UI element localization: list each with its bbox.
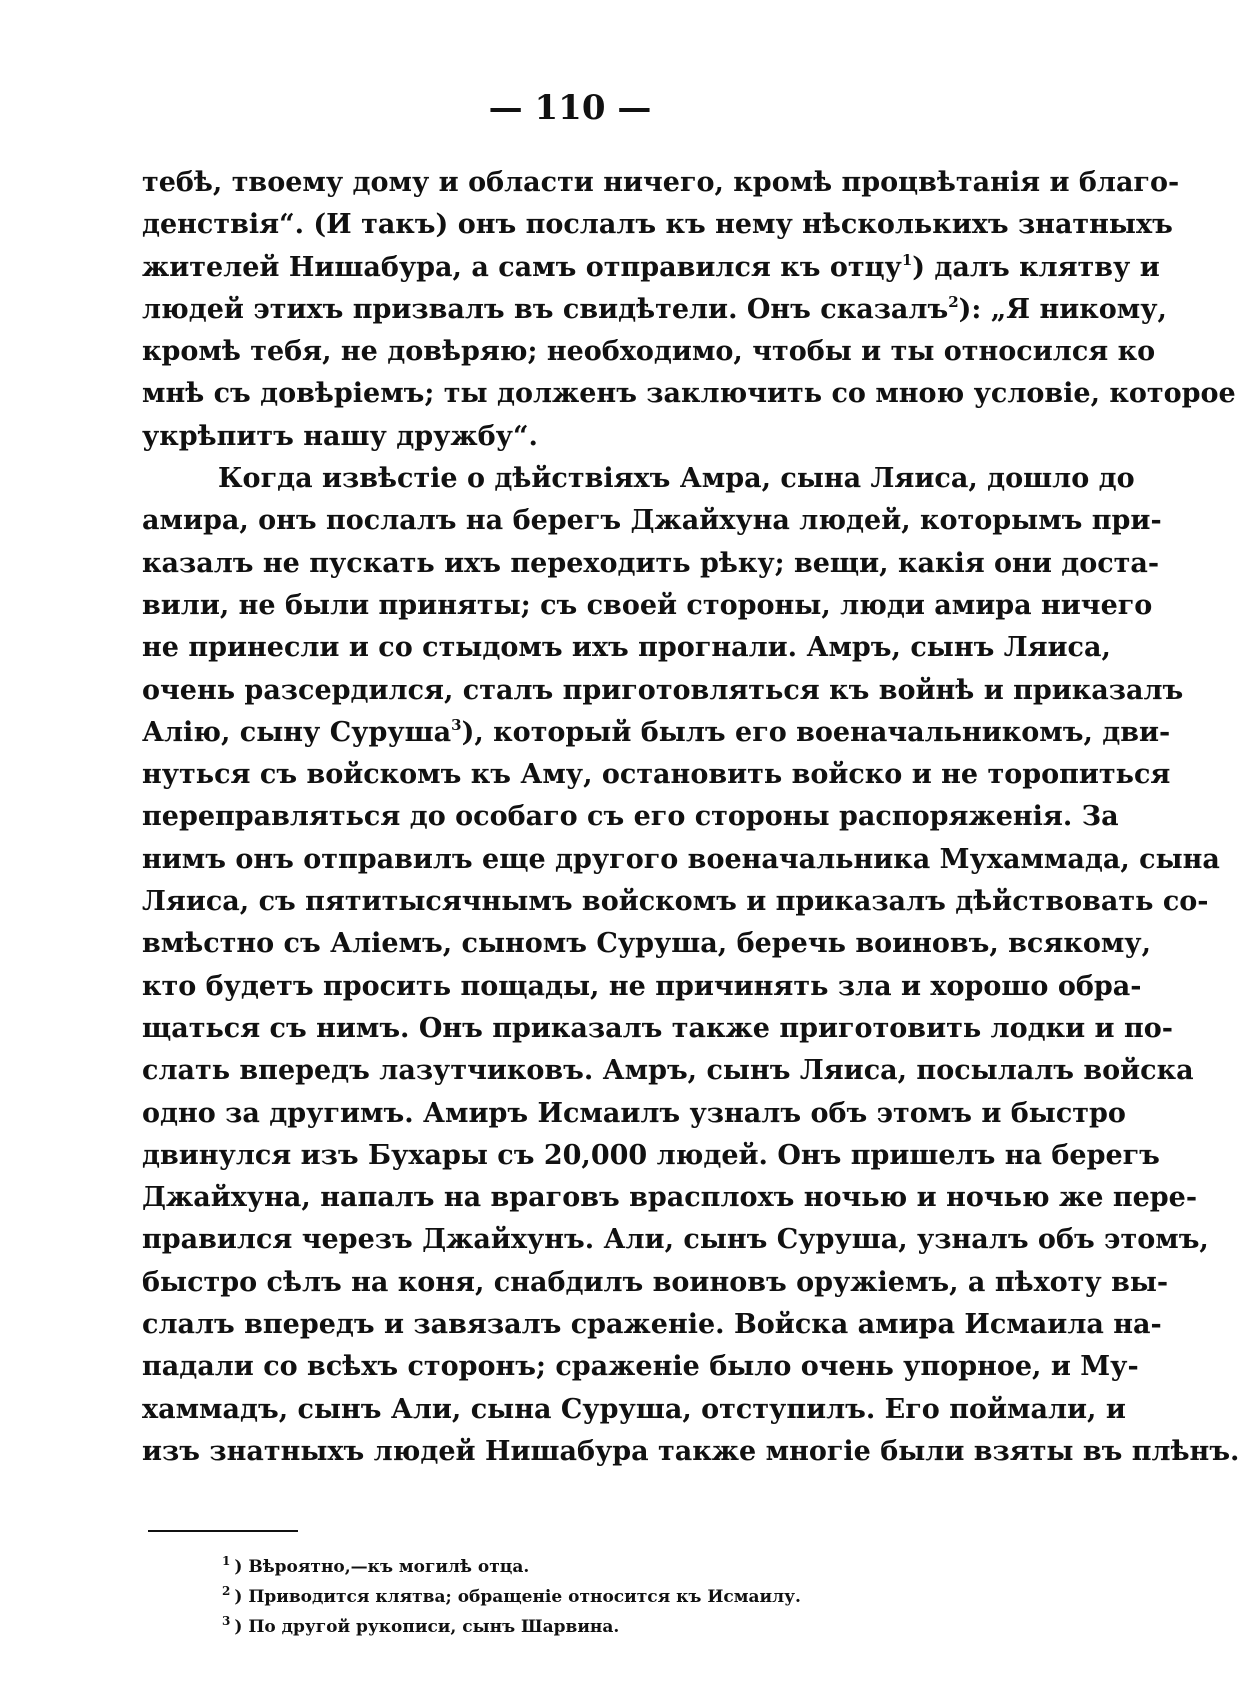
text-line: амира, онъ послалъ на берегъ Джайхуна людей, которымъ при- <box>142 505 1162 537</box>
text-line: переправляться до особаго съ его стороны распоряженія. За <box>142 801 1119 833</box>
text-line: быстро сѣлъ на коня, снабдилъ воиновъ оружіемъ, а пѣхоту вы- <box>142 1266 1169 1298</box>
footnote-divider <box>148 1530 298 1532</box>
footnote-text: ) Приводится клятва; обращеніе относится къ Исмаилу. <box>234 1587 801 1607</box>
text-fragment: Алію, сыну Суруша <box>142 716 452 748</box>
footnote-ref: 2 <box>948 292 959 311</box>
footnote-2 <box>222 1582 982 1612</box>
footnote-mark: 2 <box>222 1584 231 1598</box>
text-line: денствія“. (И такъ) онъ послалъ къ нему нѣсколькихъ знатныхъ <box>142 209 1173 241</box>
text-line <box>142 289 1167 331</box>
text-line: хаммадъ, сынъ Али, сына Суруша, отступилъ. Его поймали, и <box>142 1393 1126 1425</box>
text-fragment: ) далъ клятву и <box>912 251 1160 283</box>
footnote-text: ) Вѣроятно,—къ могилѣ отца. <box>234 1557 530 1577</box>
text-fragment: ): „Я никому, <box>958 293 1167 325</box>
text-line: укрѣпитъ нашу дружбу“. <box>142 420 538 452</box>
text-line: Джайхуна, напалъ на враговъ врасплохъ ночью и ночью же пере- <box>142 1182 1198 1214</box>
footnote-3 <box>222 1612 982 1642</box>
text-line: одно за другимъ. Амиръ Исмаилъ узналъ объ этомъ и быстро <box>142 1097 1126 1129</box>
text-line: кромѣ тебя, не довѣряю; необходимо, чтобы и ты относился ко <box>142 336 1156 368</box>
text-line: Ляиса, съ пятитысячнымъ войскомъ и приказалъ дѣйствовать со- <box>142 886 1209 918</box>
text-line: изъ знатныхъ людей Нишабура также многіе были взяты въ плѣнъ. <box>142 1435 1239 1467</box>
text-line: очень разсердился, сталъ приготовляться къ войнѣ и приказалъ <box>142 674 1184 706</box>
text-line: вмѣстно съ Аліемъ, сыномъ Суруша, беречь воиновъ, всякому, <box>142 928 1151 960</box>
text-line: слать впередъ лазутчиковъ. Амръ, сынъ Ляиса, посылалъ войска <box>142 1055 1194 1087</box>
footnote-text: ) По другой рукописи, сынъ Шарвина. <box>234 1617 620 1637</box>
text-line <box>142 712 1171 754</box>
text-fragment: ), который былъ его военачальникомъ, дви- <box>461 716 1171 748</box>
text-fragment: жителей Нишабура, а самъ отправился къ отцу <box>142 251 902 283</box>
page-number: — 110 — <box>488 88 652 128</box>
text-line: казалъ не пускать ихъ переходить рѣку; вещи, какія они доста- <box>142 547 1160 579</box>
footnotes <box>222 1552 982 1642</box>
text-line: двинулся изъ Бухары съ 20,000 людей. Онъ пришелъ на берегъ <box>142 1139 1160 1171</box>
text-line: правился черезъ Джайхунъ. Али, сынъ Суруша, узналъ объ этомъ, <box>142 1224 1209 1256</box>
text-line: не принесли и со стыдомъ ихъ прогнали. Амръ, сынъ Ляиса, <box>142 632 1111 664</box>
text-line <box>142 247 1160 289</box>
text-line: нимъ онъ отправилъ еще другого военачальника Мухаммада, сына <box>142 843 1220 875</box>
footnote-ref: 3 <box>451 715 462 734</box>
text-line: слалъ впередъ и завязалъ сраженіе. Войска амира Исмаила на- <box>142 1309 1162 1341</box>
footnote-mark: 3 <box>222 1614 231 1628</box>
footnote-ref: 1 <box>901 250 913 269</box>
text-line: щаться съ нимъ. Онъ приказалъ также приготовить лодки и по- <box>142 1012 1173 1044</box>
body-text <box>142 162 1239 1473</box>
text-line: нуться съ войскомъ къ Аму, остановить войско и не торопиться <box>142 759 1171 791</box>
footnote-1 <box>222 1552 982 1582</box>
text-line: вили, не были приняты; съ своей стороны, люди амира ничего <box>142 589 1153 621</box>
footnote-mark: 1 <box>222 1554 231 1568</box>
text-line: кто будетъ просить пощады, не причинять зла и хорошо обра- <box>142 970 1142 1002</box>
text-line: падали со всѣхъ сторонъ; сраженіе было очень упорное, и Му- <box>142 1351 1139 1383</box>
text-fragment: людей этихъ призвалъ въ свидѣтели. Онъ сказалъ <box>142 293 949 325</box>
text-line: Когда извѣстіе о дѣйствіяхъ Амра, сына Ляиса, дошло до <box>218 463 1135 495</box>
text-line: тебѣ, твоему дому и области ничего, кромѣ процвѣтанія и благо- <box>142 167 1180 198</box>
text-line: мнѣ съ довѣріемъ; ты долженъ заключить со мною условіе, которое <box>142 378 1236 410</box>
